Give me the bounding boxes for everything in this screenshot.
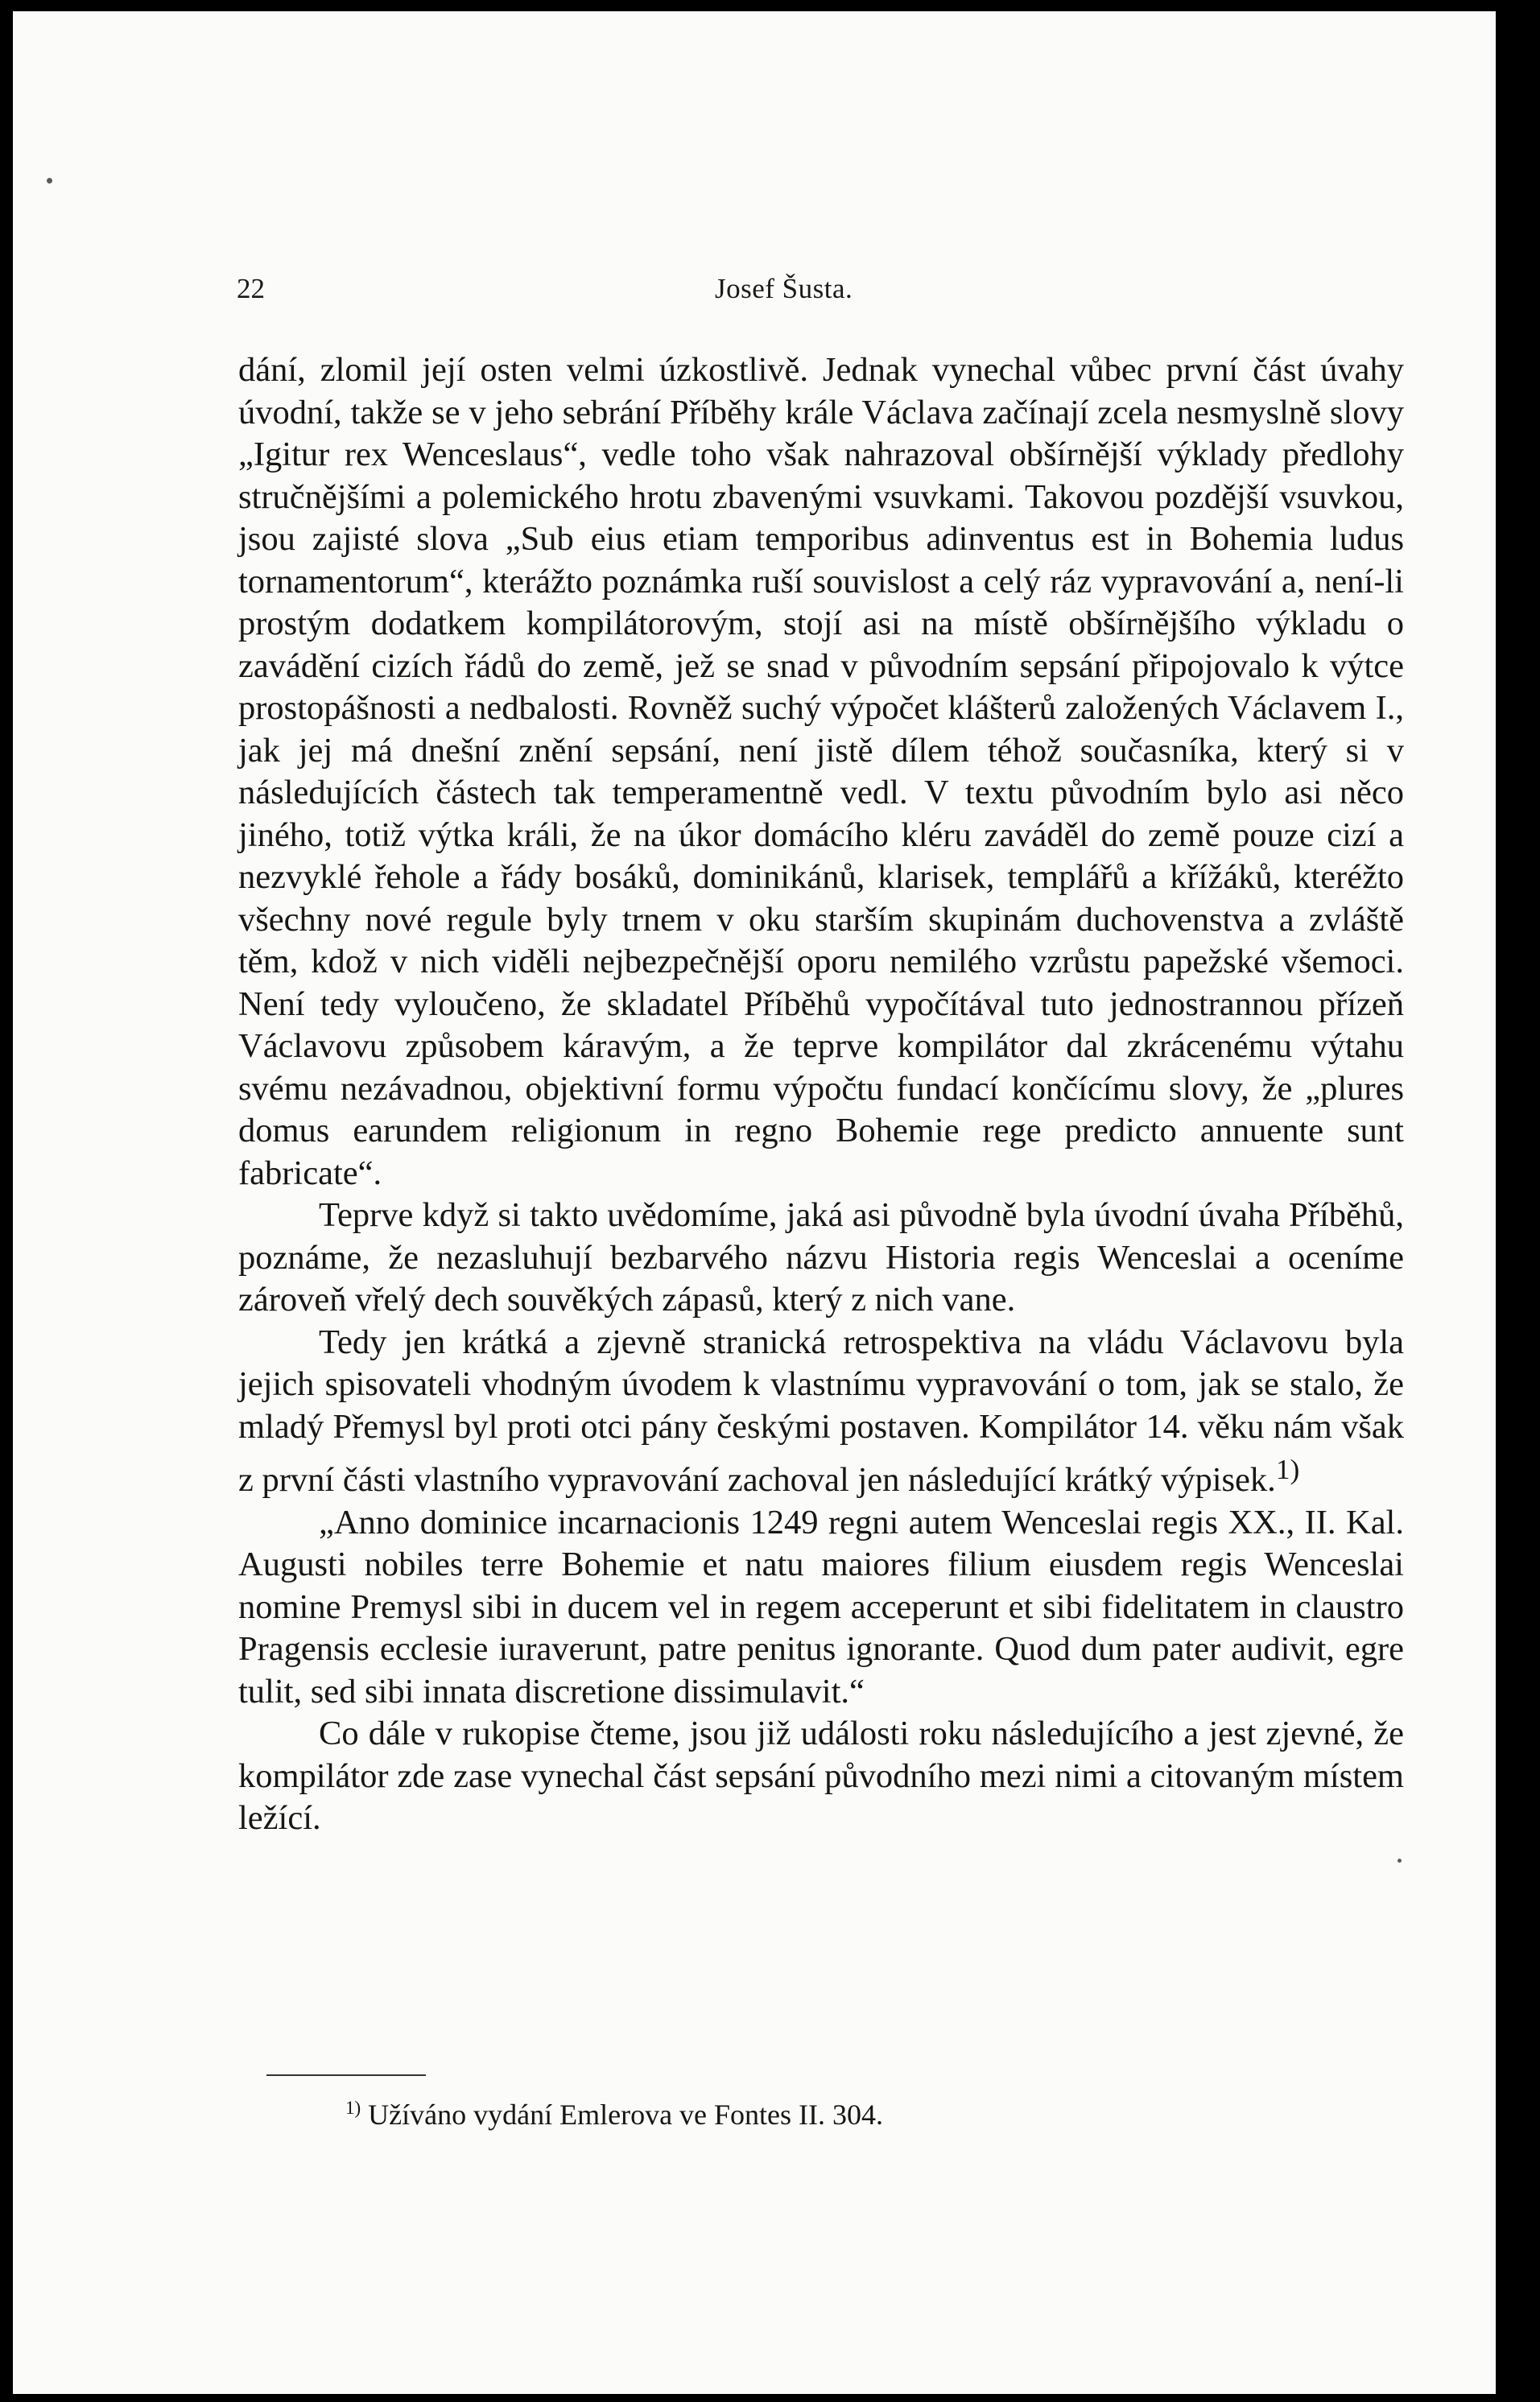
dust-speck (1398, 1859, 1402, 1863)
scan-edge (1505, 0, 1540, 2402)
book-page (13, 11, 1496, 2394)
latin-quotation: „Anno dominice incarnacionis 1249 regni autem Wenceslai regis XX., II. Kal. Augusti nobiles terre Bohemie et natu maiores filium eiusdem regis Wenceslai nomine Premysl sibi in ducem vel in regem acceperunt et sibi fidelitatem in claustro Pragensis ecclesie iuraverunt, patre penitus ignorante. Quod dum pater audivit, egre tulit, sed sibi innata discretione dissimulavit.“ (238, 1503, 1404, 1711)
paragraph: Teprve když si takto uvědomíme, jaká asi původně byla úvodní úvaha Příběhů, poznáme, že nezasluhují bezbarvého názvu Historia regis Wenceslai a oceníme zároveň vřelý dech souvěkých zápasů, který z nich vane. (238, 1196, 1404, 1319)
running-head: Josef Šusta. (715, 273, 853, 304)
paragraph: Co dále v rukopise čteme, jsou již události roku následujícího a jest zjevné, že kompilátor zde zase vynechal část sepsání původního mezi nimi a citovaným místem ležící. (238, 1715, 1404, 1838)
paragraph (238, 1322, 1404, 1502)
body-text (238, 349, 1404, 1840)
footnote-rule (266, 2074, 426, 2076)
footnote (345, 2090, 883, 2132)
page-number: 22 (237, 273, 265, 304)
paragraph: dání, zlomil její osten velmi úzkostlivě. Jednak vynechal vůbec první část úvahy úvodní, takže se v jeho sebrání Příběhy krále Václava začínají zcela nesmyslně slovy „Igitur rex Wenceslaus“, vedle toho však nahrazoval obšírnější výklady předlohy stručnějšími a polemického hrotu zbavenými vsuvkami. Takovou pozdější vsuvkou, jsou zajisté slova „Sub eius etiam temporibus adinventus est in Bohemia ludus tornamentorum“, kterážto poznámka ruší souvislost a celý ráz vypravování a, není-li prostým dodatkem kompilátorovým, stojí asi na místě obšírnějšího výkladu o zavádění cizích řádů do země, jež se snad v původním sepsání připojovalo k výtce prostopášnosti a nedbalosti. Rovněž suchý výpočet klášterů založených Václavem I., jak jej má dnešní znění sepsání, není jistě dílem téhož současníka, který si v následujících částech tak temperamentně vedl. V textu původním bylo asi něco jiného, totiž výtka králi, že na úkor domácího kléru zaváděl do země pouze cizí a nezvyklé řehole a řády bosáků, dominikánů, klarisek, templářů a křížáků, kteréžto všechny nové regule byly trnem v oku starším skupinám duchovenstva a zvláště těm, kdož v nich viděli nejbezpečnější oporu nemilého vzrůstu papežské všemoci. Není tedy vyloučeno, že skladatel Příběhů vypočítával tuto jednostrannou přízeň Václavovu způsobem káravým, a že teprve kompilátor dal zkrácenému výtahu svému nezávadnou, objektivní formu výpočtu fundací končícímu slovy, že „plures domus earundem religionum in regno Bohemie rege predicto annuente sunt fabricate“. (238, 351, 1404, 1192)
paragraph-text: Tedy jen krátká a zjevně stranická retrospektiva na vládu Václavovu byla jejich spisovateli vhodným úvodem k vlastnímu vypravování o tom, jak se stalo, že mladý Přemysl byl proti otci pány českými postaven. Kompilátor 14. věku nám však z první části vlastního vypravování zachoval jen následující krátký výpisek. (238, 1323, 1404, 1500)
page-header (233, 273, 1401, 313)
footnote-text: Užíváno vydání Emlerova ve Fontes II. 304. (368, 2099, 884, 2131)
dust-speck (47, 178, 52, 184)
footnote-marker: 1) (345, 2098, 361, 2118)
footnote-reference: 1) (1275, 1453, 1300, 1485)
